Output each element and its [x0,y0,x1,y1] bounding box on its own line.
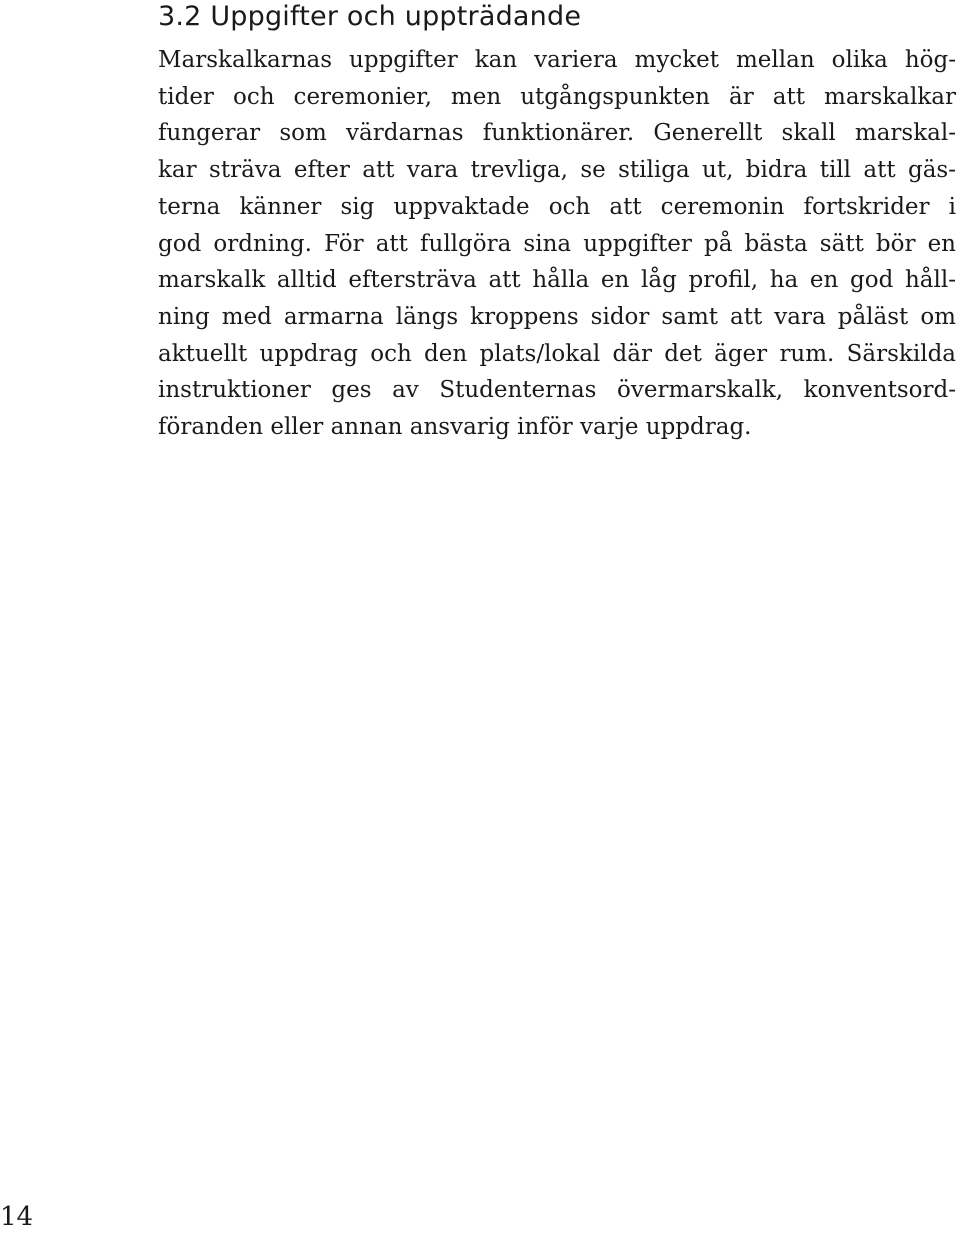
section-heading: 3.2 Uppgifter och uppträdande [158,1,582,32]
body-line: god ordning. För att fullgöra sina uppgifter på bästa sätt bör en [158,230,956,257]
body-line: Marskalkarnas uppgifter kan variera mycket mellan olika hög- [158,47,956,73]
body-line: aktuellt uppdrag och den plats/lokal där det äger rum. Särskilda [158,340,956,367]
body-line: fungerar som värdarnas funktionärer. Generellt skall marskal- [158,120,956,147]
body-line: ning med armarna längs kroppens sidor samt att vara påläst om [158,303,956,330]
body-line: instruktioner ges av Studenternas övermarskalk, konventsord- [158,377,956,404]
section-body [158,42,956,446]
body-line: tider och ceremonier, men utgångspunkten är att marskalkar [158,83,956,110]
body-line: kar sträva efter att vara trevliga, se stiliga ut, bidra till att gäs- [158,157,956,184]
body-line: marskalk alltid eftersträva att hålla en låg profil, ha en god håll- [158,267,956,294]
body-line: terna känner sig uppvaktade och att ceremonin fortskrider i [158,193,956,220]
body-line: föranden eller annan ansvarig inför varje uppdrag. [158,414,752,441]
page-number: 14 [0,1202,34,1232]
